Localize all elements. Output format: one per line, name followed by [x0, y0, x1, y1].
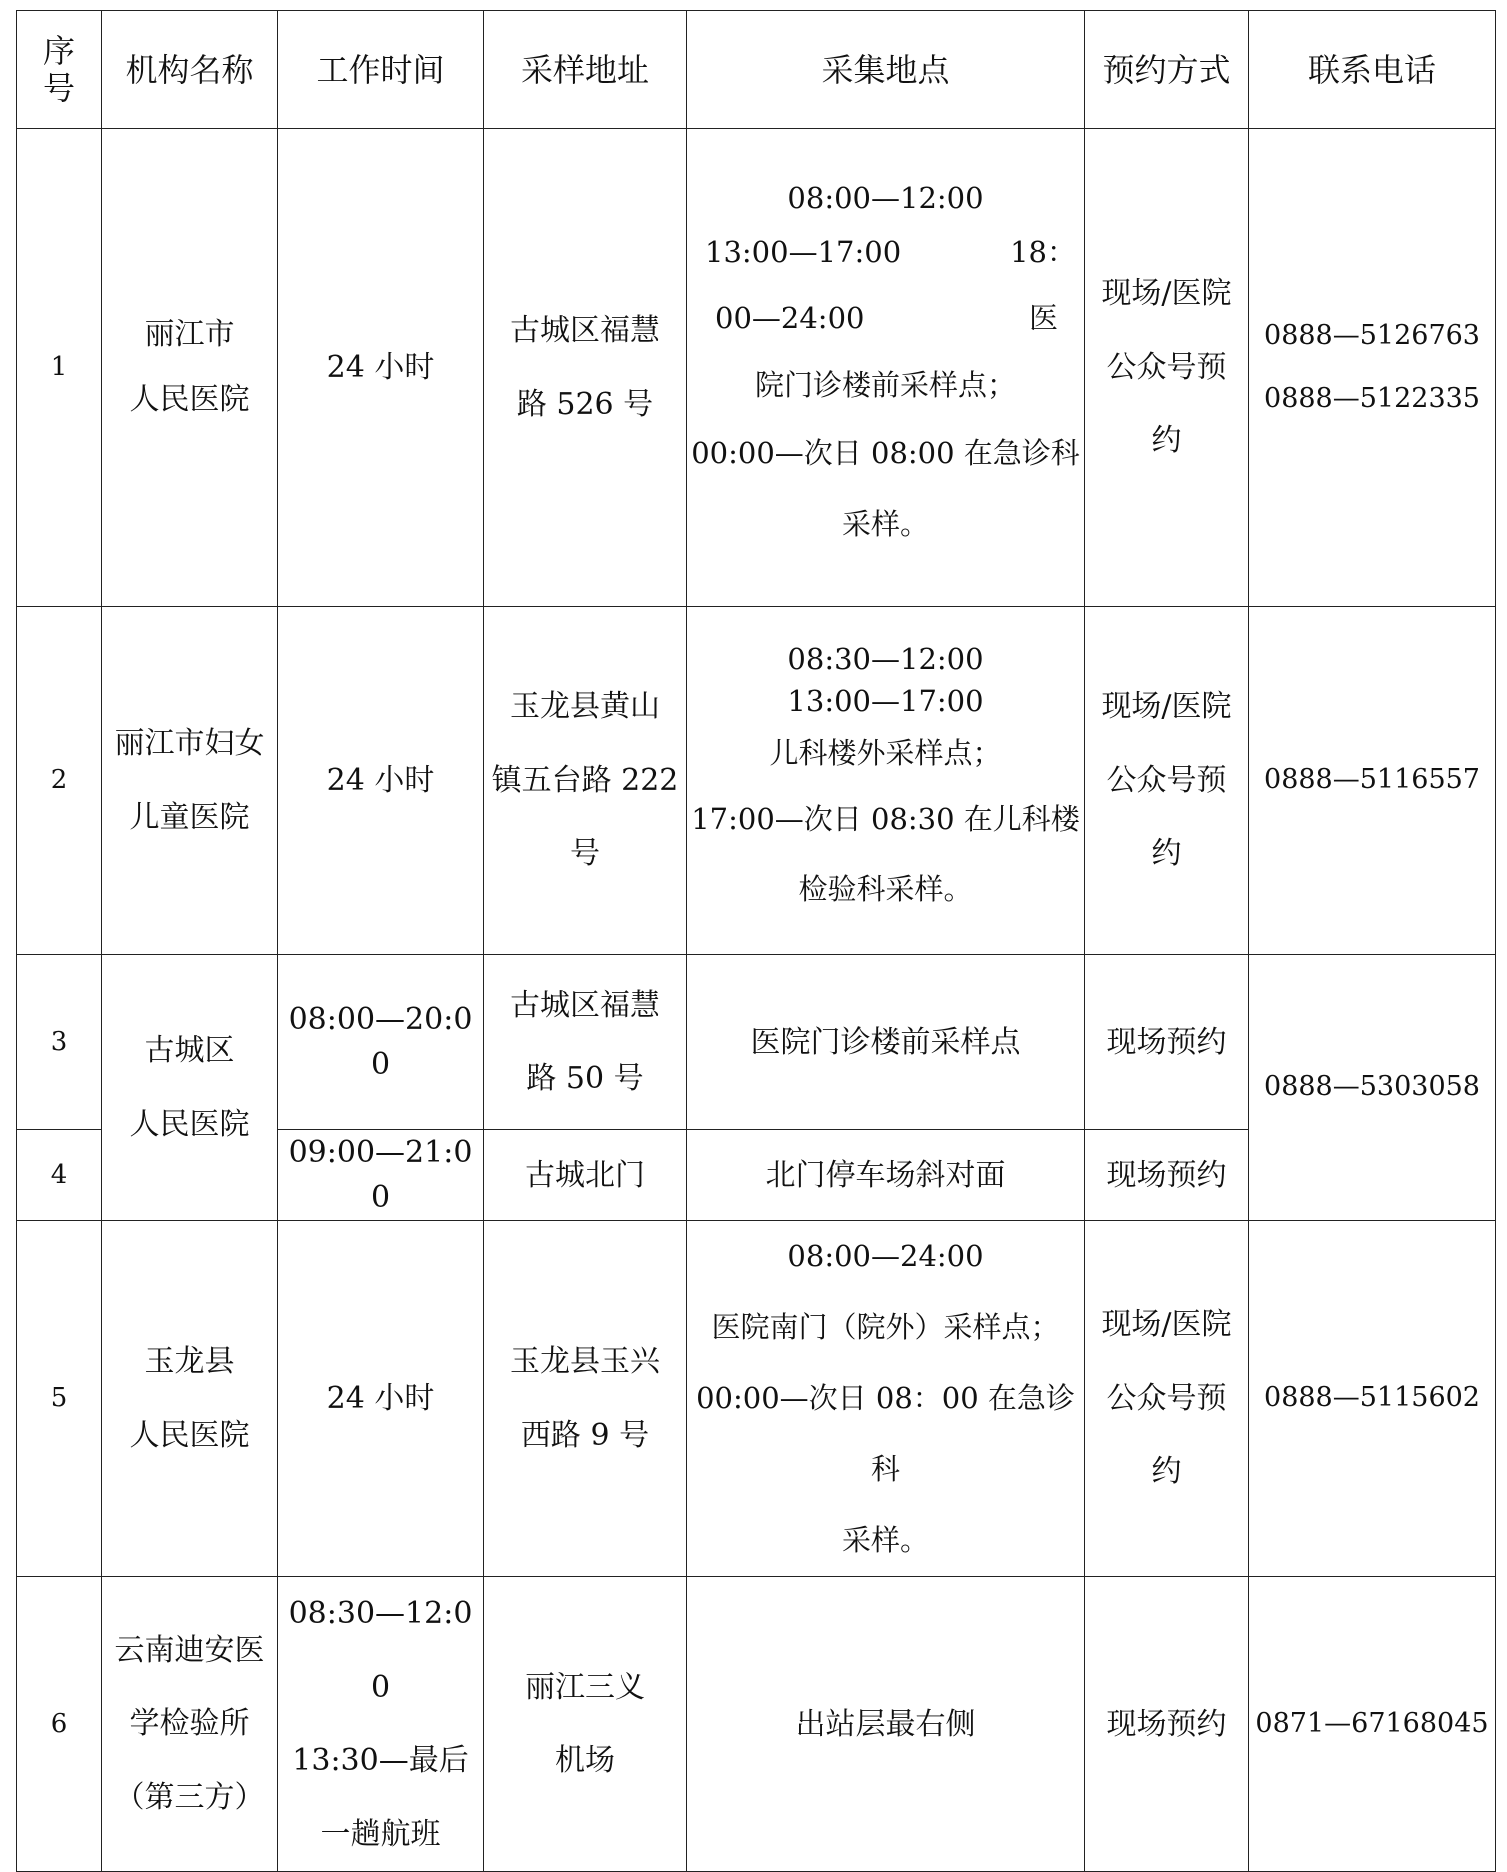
location-line: [691, 221, 1080, 285]
row-location: [687, 607, 1085, 955]
row-address: 古城北门: [484, 1130, 687, 1221]
row-seq: 1: [17, 129, 102, 607]
phone-number: 0888—5126763: [1264, 320, 1480, 352]
booking-line: 约: [1151, 1454, 1182, 1490]
row-booking: [1085, 129, 1249, 607]
table-row: [17, 607, 1496, 955]
table-row: [17, 1577, 1496, 1872]
location-line: [691, 285, 1080, 352]
org-line: 人民医院: [129, 381, 250, 417]
hours-line: 08:30—12:00: [288, 1596, 473, 1705]
table-row: [17, 129, 1496, 607]
phone-number: 0888—5115602: [1264, 1382, 1480, 1414]
location-line: 00:00—次日 08：00 在急诊科: [696, 1381, 1075, 1487]
row-org: [102, 955, 278, 1221]
address-line: 丽江三义: [525, 1669, 645, 1705]
row-location: 出站层最右侧: [687, 1577, 1085, 1872]
location-line: 17:00—次日 08:30 在儿科楼: [691, 802, 1080, 837]
row-address: [484, 129, 687, 607]
location-line: 医院南门（院外）采样点；: [711, 1310, 1060, 1345]
org-line: 云南迪安医: [114, 1632, 265, 1668]
location-line: 08:30—12:00: [787, 641, 984, 676]
booking-line: 现场/医院: [1101, 1307, 1232, 1343]
booking-line: 公众号预: [1106, 349, 1227, 385]
row-seq: 3: [17, 955, 102, 1130]
row-booking: 现场预约: [1085, 1130, 1249, 1221]
row-booking: [1085, 607, 1249, 955]
org-line: （第三方）: [114, 1779, 265, 1815]
row-location: 医院门诊楼前采样点: [687, 955, 1085, 1130]
location-text: 医: [1028, 300, 1058, 335]
row-seq: 2: [17, 607, 102, 955]
booking-line: 现场/医院: [1101, 689, 1232, 725]
location-line: 检验科采样。: [798, 872, 973, 907]
location-line: 08:00—24:00: [787, 1239, 984, 1273]
header-org: 机构名称: [102, 11, 278, 129]
address-line: 古城区福慧: [510, 987, 660, 1023]
org-line: 儿童医院: [129, 799, 250, 835]
row-address: [484, 1577, 687, 1872]
location-line: 采样。: [841, 507, 929, 542]
location-line: 00:00—次日 08:00 在急诊科: [691, 436, 1080, 471]
location-text: 18：: [1010, 235, 1076, 270]
row-booking: 现场预约: [1085, 955, 1249, 1130]
row-address: [484, 955, 687, 1130]
row-phone: [1249, 129, 1496, 607]
booking-line: 约: [1151, 423, 1182, 459]
booking-line: 公众号预: [1106, 1380, 1227, 1416]
row-phone: [1249, 955, 1496, 1221]
row-hours: [278, 1577, 484, 1872]
row-location: [687, 1221, 1085, 1577]
org-line: 人民医院: [129, 1106, 250, 1142]
hours-line: 13:30—最后: [292, 1743, 469, 1779]
row-seq: 4: [17, 1130, 102, 1221]
booking-line: 公众号预: [1106, 762, 1227, 798]
row-hours: 24 小时: [278, 1221, 484, 1577]
address-line: 镇五台路 222: [491, 762, 679, 798]
row-hours: 08:00—20:00: [278, 955, 484, 1130]
org-line: 学检验所: [129, 1706, 250, 1742]
row-location: 北门停车场斜对面: [687, 1130, 1085, 1221]
address-line: 玉龙县玉兴: [510, 1344, 660, 1380]
row-phone: [1249, 607, 1496, 955]
sampling-sites-table: [16, 10, 1496, 1872]
address-line: 机场: [555, 1743, 615, 1779]
row-org: [102, 1577, 278, 1872]
row-address: [484, 607, 687, 955]
address-line: 玉龙县黄山: [510, 689, 660, 725]
address-line: 号: [570, 836, 600, 872]
address-line: 路 50 号: [526, 1061, 644, 1096]
table-row: [17, 955, 1496, 1130]
header-row: [17, 11, 1496, 129]
row-hours: 09:00—21:00: [278, 1130, 484, 1221]
org-line: 玉龙县: [144, 1344, 235, 1380]
org-line: 人民医院: [129, 1417, 250, 1453]
row-hours: 24 小时: [278, 129, 484, 607]
row-location: [687, 129, 1085, 607]
row-org: [102, 1221, 278, 1577]
row-org: [102, 129, 278, 607]
header-booking: 预约方式: [1085, 11, 1249, 129]
header-phone: 联系电话: [1249, 11, 1496, 129]
org-line: 古城区: [144, 1033, 235, 1068]
address-line: 西路 9 号: [520, 1417, 650, 1453]
location-line: 院门诊楼前采样点；: [754, 367, 1016, 402]
row-phone: [1249, 1577, 1496, 1872]
org-line: 丽江市: [144, 317, 235, 352]
row-seq: 6: [17, 1577, 102, 1872]
row-org: [102, 607, 278, 955]
row-hours: 24 小时: [278, 607, 484, 955]
org-line: 丽江市妇女: [114, 726, 265, 761]
location-line: 13:00—17:00: [787, 683, 984, 718]
row-phone: [1249, 1221, 1496, 1577]
phone-number: 0888—5116557: [1264, 764, 1480, 796]
location-line: 采样。: [841, 1523, 929, 1558]
phone-number: 0871—67168045: [1255, 1707, 1489, 1739]
row-address: [484, 1221, 687, 1577]
location-text: 00—24:00: [715, 300, 865, 335]
location-line: 儿科楼外采样点；: [769, 735, 1002, 770]
booking-line: 约: [1151, 836, 1182, 872]
header-location: 采集地点: [687, 11, 1085, 129]
table-row: [17, 1221, 1496, 1577]
header-seq: 序号: [17, 11, 102, 129]
hours-line: 一趟航班: [320, 1816, 441, 1852]
row-seq: 5: [17, 1221, 102, 1577]
booking-line: 现场/医院: [1101, 276, 1232, 312]
row-booking: 现场预约: [1085, 1577, 1249, 1872]
phone-number: 0888—5303058: [1264, 1071, 1480, 1103]
phone-number: 0888—5122335: [1264, 382, 1480, 414]
address-line: 路 526 号: [516, 386, 654, 422]
location-text: 13:00—17:00: [705, 235, 902, 270]
header-hours: 工作时间: [278, 11, 484, 129]
row-booking: [1085, 1221, 1249, 1577]
address-line: 古城区福慧: [510, 313, 660, 348]
header-address: 采样地址: [484, 11, 687, 129]
location-line: 08:00—12:00: [787, 180, 984, 215]
